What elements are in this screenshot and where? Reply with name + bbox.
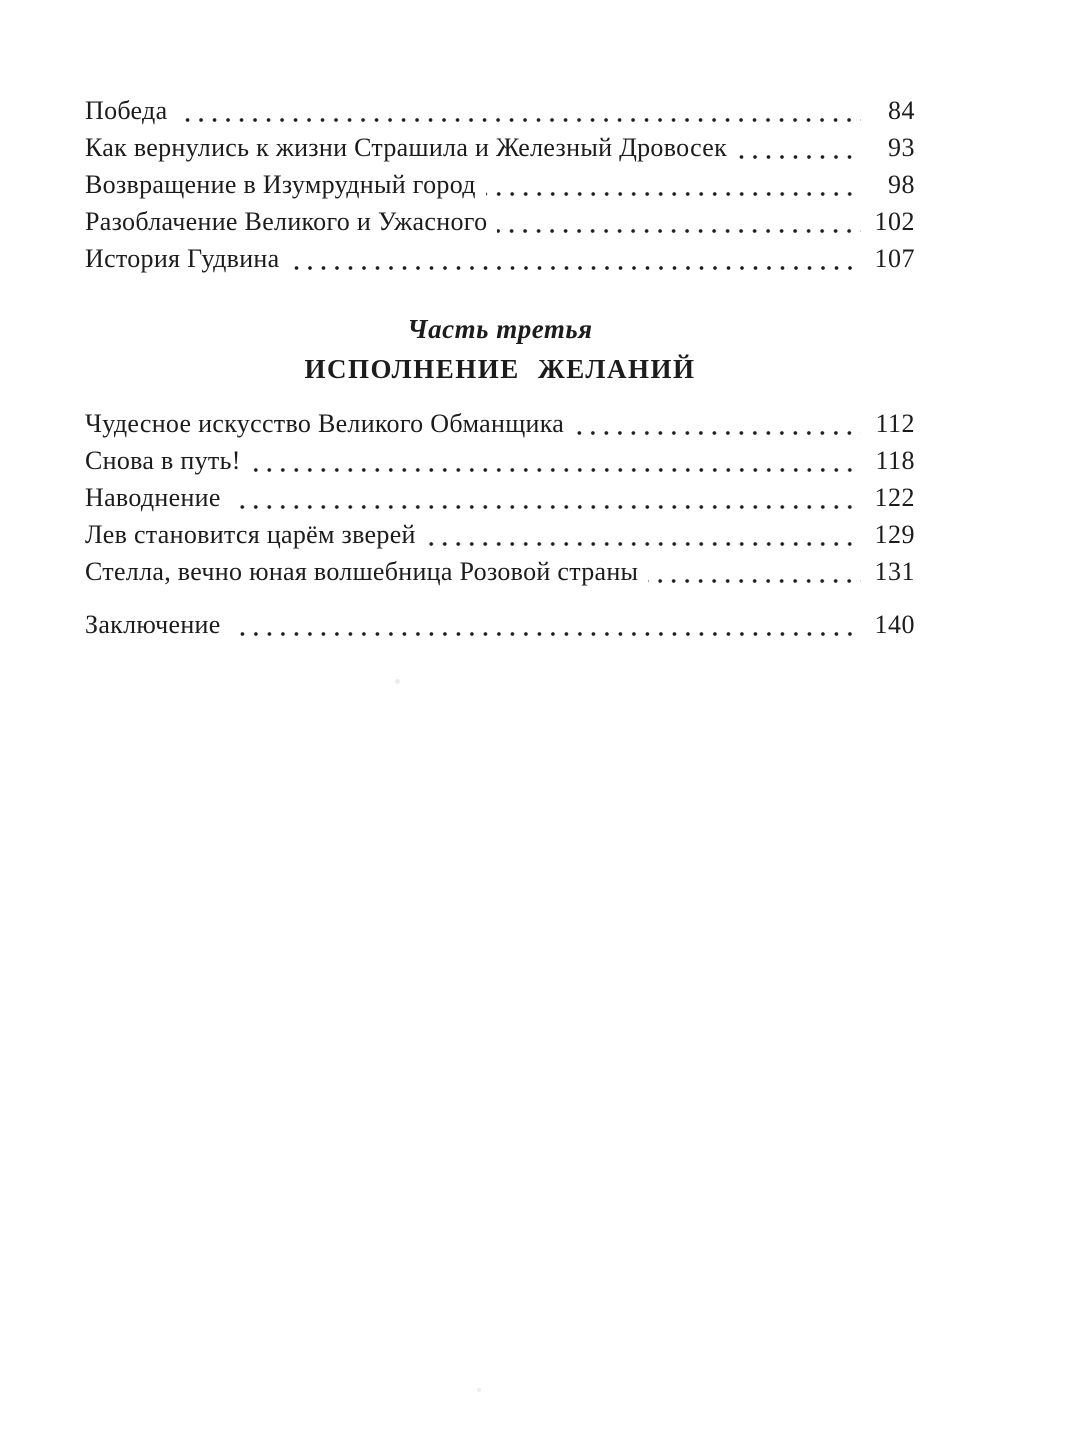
toc-entry-title: Возвращение в Изумрудный город [85,170,476,199]
toc-entry-title: Как вернулись к жизни Страшила и Железный Дровосек [85,133,728,162]
part-number-heading: Часть третья [407,314,593,344]
part-title-heading: ИСПОЛНЕНИЕ ЖЕЛАНИЙ [304,354,696,384]
scan-noise-speck [477,1388,481,1392]
toc-entry-title: Чудесное искусство Великого Обманщика [85,409,565,438]
toc-entry-title: Разоблачение Великого и Ужасного [85,207,488,236]
toc-entry [85,405,915,442]
dot-leader [251,442,861,479]
dot-leader [231,479,861,516]
toc-entry [85,442,915,479]
toc-entry-page-number: 107 [874,244,915,273]
table-of-contents [85,92,915,643]
toc-entry-page-number: 84 [888,96,915,125]
toc-entry-page-number: 129 [874,520,915,549]
toc-entry-page-number: 131 [874,557,915,586]
toc-entry [85,203,915,240]
dot-leader [426,516,861,553]
toc-entry [85,129,915,166]
toc-entry-title: История Гудвина [85,244,280,273]
dot-leader [648,553,861,590]
toc-entry-title: Снова в путь! [85,446,241,475]
toc-entry-page-number: 102 [874,207,915,236]
dot-leader [177,92,861,129]
toc-entry-title: Стелла, вечно юная волшебница Розовой страны [85,557,639,586]
dot-leader [574,405,861,442]
scan-noise-speck [395,679,400,684]
toc-group-closing [85,606,915,643]
toc-entry-page-number: 112 [875,409,915,438]
toc-entry [85,606,915,643]
toc-entry [85,92,915,129]
dot-leader [231,606,861,643]
toc-entry [85,553,915,590]
toc-group-part-two-tail [85,92,915,277]
toc-entry-title: Победа [85,96,168,125]
toc-entry [85,516,915,553]
toc-entry-title: Наводнение [85,483,221,512]
toc-entry [85,479,915,516]
toc-entry-title: Заключение [85,610,221,639]
dot-leader [737,129,861,166]
toc-group-part-three [85,405,915,590]
toc-entry-page-number: 122 [874,483,915,512]
dot-leader [497,203,861,240]
toc-entry-title: Лев становится царём зверей [85,520,416,549]
toc-entry [85,240,915,277]
toc-entry-page-number: 98 [888,170,915,199]
dot-leader [486,166,861,203]
dot-leader [290,240,862,277]
toc-entry-page-number: 118 [875,446,915,475]
toc-entry-page-number: 140 [874,610,915,639]
toc-entry [85,166,915,203]
toc-entry-page-number: 93 [888,133,915,162]
part-heading-block [85,311,915,388]
